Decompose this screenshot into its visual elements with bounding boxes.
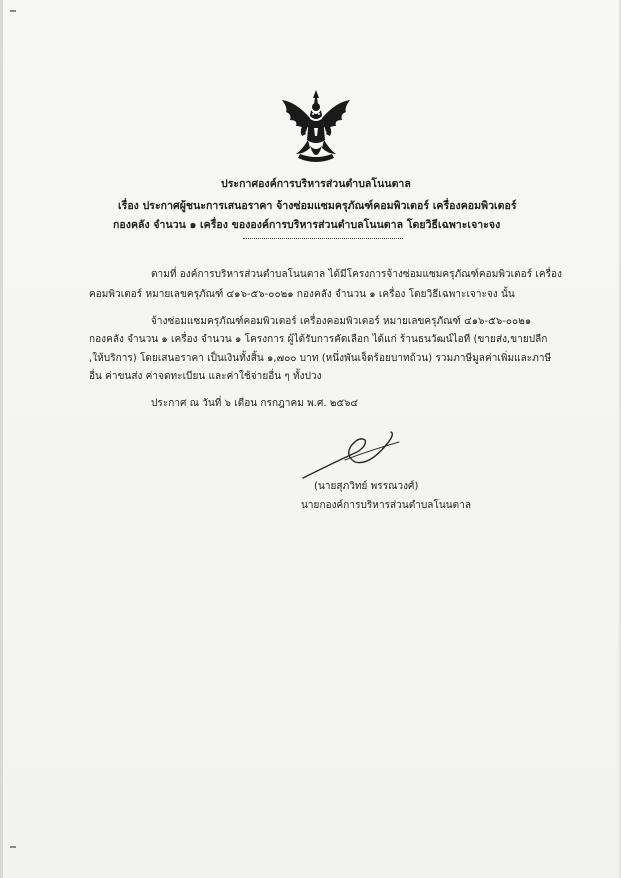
announcement-date: ประกาศ ณ วันที่ ๖ เดือน กรกฎาคม พ.ศ. ๒๕๖๔	[151, 398, 359, 409]
subject-line-1: เรื่อง ประกาศผู้ชนะการเสนอราคา จ้างซ่อมแซมครุภัณฑ์คอมพิวเตอร์ เครื่องคอมพิวเตอร์	[118, 200, 517, 212]
handwritten-signature	[295, 422, 415, 482]
scan-mark	[10, 10, 16, 12]
scan-edge-left	[0, 0, 3, 878]
paragraph-1-line-2: คอมพิวเตอร์ หมายเลขครุภัณฑ์ ๔๑๖-๕๖-๐๐๒๑ กองคลัง จำนวน ๑ เครื่อง โดยวิธีเฉพาะเจาะจง นั้น	[89, 289, 515, 300]
paragraph-2-line-3: ,ให้บริการ) โดยเสนอราคา เป็นเงินทั้งสิ้น ๑,๗๐๐ บาท (หนึ่งพันเจ็ดร้อยบาทถ้วน) รวมภาษีมูลค่าเพิ่มและภาษี	[89, 353, 552, 364]
paragraph-2-line-4: อื่น ค่าขนส่ง ค่าจดทะเบียน และค่าใช้จ่ายอื่น ๆ ทั้งปวง	[89, 371, 322, 382]
subject-line-2: กองคลัง จำนวน ๑ เครื่อง ขององค์การบริหารส่วนตำบลโนนตาล โดยวิธีเฉพาะเจาะจง	[113, 219, 501, 231]
paragraph-1-line-1: ตามที่ องค์การบริหารส่วนตำบลโนนตาล ได้มีโครงการจ้างซ่อมแซมครุภัณฑ์คอมพิวเตอร์ เครื่อง	[151, 269, 562, 280]
org-title: ประกาศองค์การบริหารส่วนตำบลโนนตาล	[221, 178, 411, 190]
garuda-emblem-icon	[276, 88, 356, 168]
scan-mark	[10, 846, 16, 848]
paragraph-2-line-2: กองคลัง จำนวน ๑ เครื่อง จำนวน ๑ โครงการ ผู้ได้รับการคัดเลือก ได้แก่ ร้านธนวัฒน์ไอที (ขายส่ง,ขายปลีก	[89, 334, 548, 345]
divider-dotted-line	[243, 238, 403, 239]
signatory-position: นายกองค์การบริหารส่วนตำบลโนนตาล	[301, 500, 472, 511]
signatory-name: (นายสุภวิทย์ พรรณวงศ์)	[314, 481, 419, 492]
paragraph-2-line-1: จ้างซ่อมแซมครุภัณฑ์คอมพิวเตอร์ เครื่องคอมพิวเตอร์ หมายเลขครุภัณฑ์ ๔๑๖-๕๖-๐๐๒๑	[151, 316, 532, 327]
